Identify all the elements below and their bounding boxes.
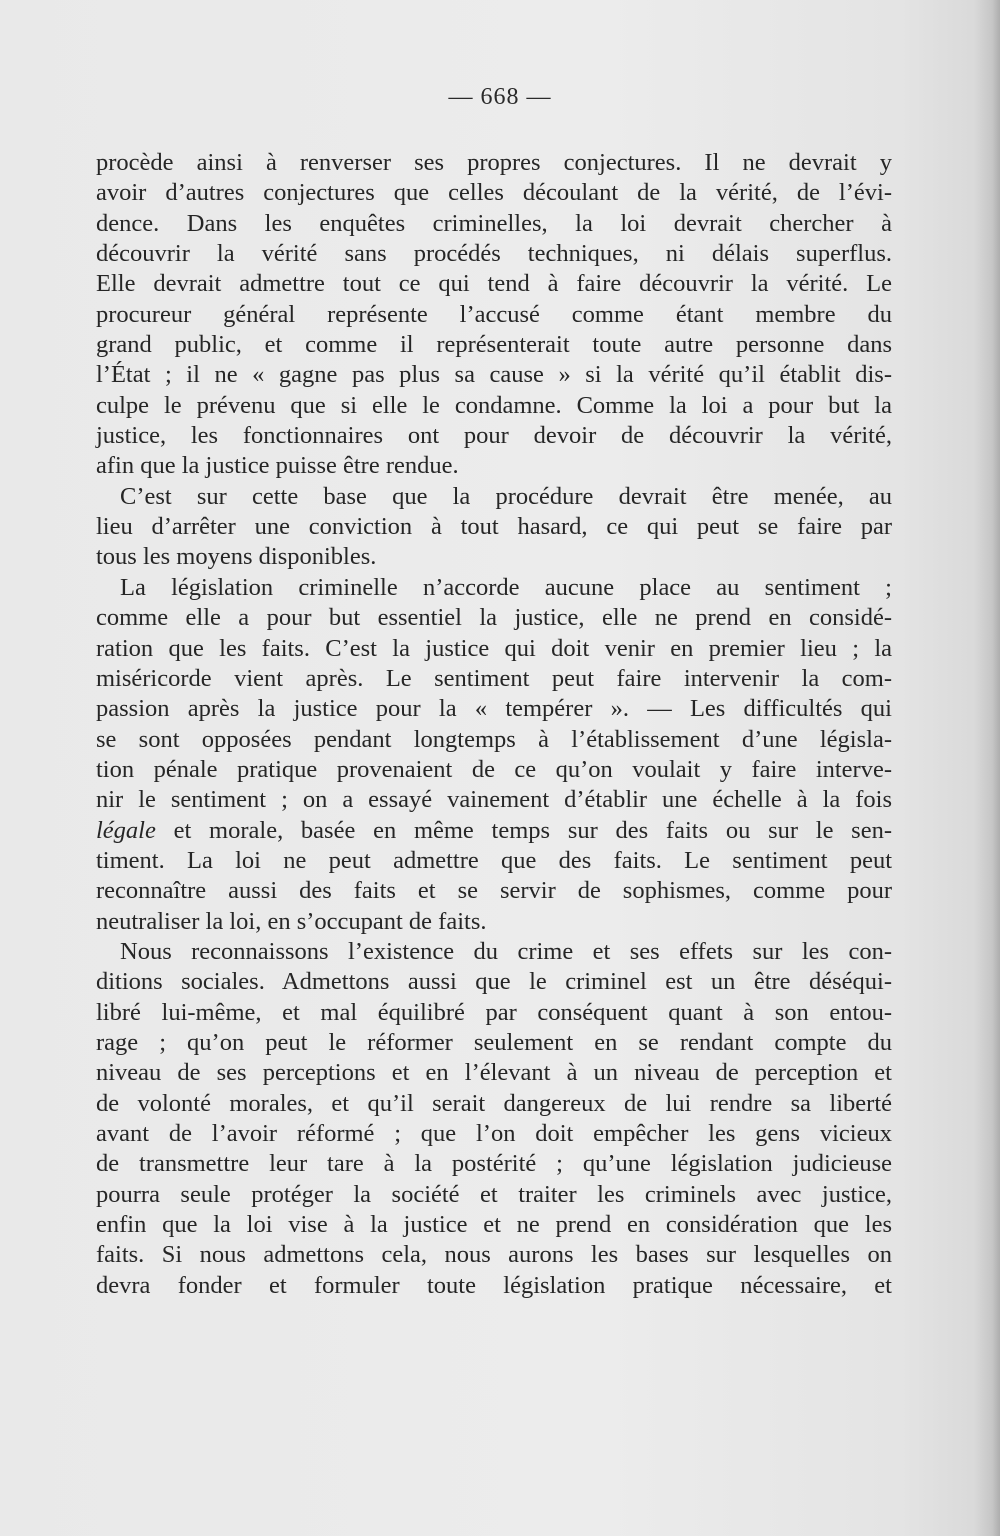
text-line: procureur général représente l’accusé comme étant membre du	[96, 300, 892, 328]
text-line: l’État ; il ne « gagne pas plus sa cause » si la vérité qu’il établit dis-	[96, 361, 892, 389]
text-line: niveau de ses perceptions et en l’élevant à un niveau de perception et	[96, 1059, 892, 1087]
page-edge-shadow	[974, 0, 1000, 1536]
text-line: ration que les faits. C’est la justice qui doit venir en premier lieu ; la	[96, 634, 892, 662]
text-line: enfin que la loi vise à la justice et ne prend en considération que les	[96, 1211, 892, 1239]
text-line: grand public, et comme il représenterait toute autre personne dans	[96, 331, 892, 359]
text-line: neutraliser la loi, en s’occupant de faits.	[96, 907, 487, 935]
text-line: reconnaître aussi des faits et se servir de sophismes, comme pour	[96, 877, 892, 905]
text-line: avant de l’avoir réformé ; que l’on doit empêcher les gens vicieux	[96, 1120, 892, 1147]
text-line: de volonté morales, et qu’il serait dangereux de lui rendre sa liberté	[96, 1089, 892, 1117]
text-line: timent. La loi ne peut admettre que des faits. Le sentiment peut	[96, 846, 892, 874]
text-line: culpe le prévenu que si elle le condamne. Comme la loi a pour but la	[96, 391, 892, 419]
text-line: devra fonder et formuler toute législation pratique nécessaire, et	[96, 1271, 892, 1299]
text-line: de transmettre leur tare à la postérité ; qu’une législation judicieuse	[96, 1150, 892, 1178]
italic-word: légale	[96, 816, 156, 844]
text-line: faits. Si nous admettons cela, nous aurons les bases sur lesquelles on	[96, 1241, 892, 1269]
text-line: justice, les fonctionnaires ont pour devoir de découvrir la vérité,	[96, 422, 892, 450]
text-line: se sont opposées pendant longtemps à l’établissement d’une législa-	[96, 725, 892, 753]
text-line: Elle devrait admettre tout ce qui tend à faire découvrir la vérité. Le	[96, 270, 892, 298]
text-line: avoir d’autres conjectures que celles découlant de la vérité, de l’évi-	[96, 179, 892, 207]
text-line: Nous reconnaissons l’existence du crime et ses effets sur les con-	[120, 937, 892, 965]
text-line: découvrir la vérité sans procédés techniques, ni délais superflus.	[96, 240, 892, 268]
text-line: tous les moyens disponibles.	[96, 543, 377, 571]
text-line: passion après la justice pour la « tempérer ». — Les difficultés qui	[96, 695, 892, 723]
text-line: nir le sentiment ; on a essayé vainement d’établir une échelle à la fois	[96, 786, 892, 814]
text-line: C’est sur cette base que la procédure devrait être menée, au	[120, 482, 892, 510]
text-line: tion pénale pratique provenaient de ce qu’on voulait y faire interve-	[96, 755, 892, 783]
text-line: ditions sociales. Admettons aussi que le criminel est un être déséqui-	[96, 968, 892, 996]
text-line: pourra seule protéger la société et traiter les criminels avec justice,	[96, 1180, 892, 1208]
text-line: libré lui-même, et mal équilibré par conséquent quant à son entou-	[96, 998, 892, 1026]
page-number: — 668 —	[448, 84, 552, 110]
text-line: miséricorde vient après. Le sentiment peut faire intervenir la com-	[96, 664, 892, 692]
text-line: rage ; qu’on peut le réformer seulement en se rendant compte du	[96, 1028, 892, 1056]
text-line: La législation criminelle n’accorde aucune place au sentiment ;	[120, 573, 892, 601]
text-line: dence. Dans les enquêtes criminelles, la loi devrait chercher à	[96, 209, 892, 237]
text-line: afin que la justice puisse être rendue.	[96, 452, 459, 480]
body-text	[96, 148, 892, 1301]
text-line: légale et morale, basée en même temps sur des faits ou sur le sen-	[96, 816, 892, 844]
text-line: procède ainsi à renverser ses propres conjectures. Il ne devrait y	[96, 149, 892, 176]
text-line: lieu d’arrêter une conviction à tout hasard, ce qui peut se faire par	[96, 513, 892, 541]
text-line: comme elle a pour but essentiel la justice, elle ne prend en considé-	[96, 604, 892, 632]
